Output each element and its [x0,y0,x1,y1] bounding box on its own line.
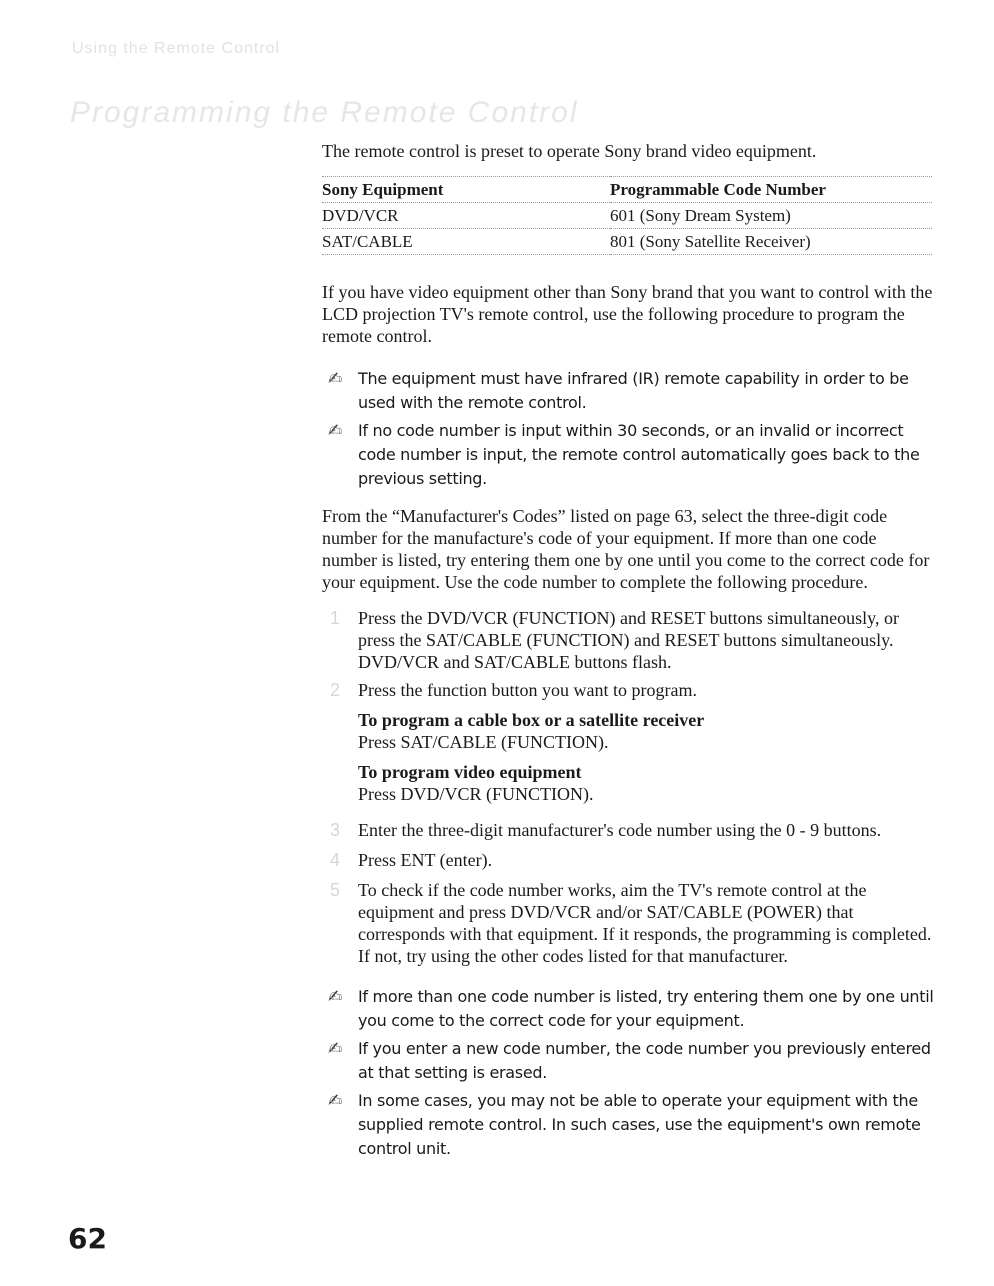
note-item [322,419,934,491]
main-column [322,140,934,1165]
table-row [322,203,932,229]
note-text: If more than one code number is listed, try entering them one by one until you come to the correct code for your equipment. [358,987,934,1030]
step-number: 5 [330,880,341,900]
substep-heading: To program a cable box or a satellite receiver [358,710,705,730]
step-item [322,879,934,967]
table-header-cell: Sony Equipment [322,177,610,203]
steps-list [322,607,934,967]
step-text: Press the DVD/VCR (FUNCTION) and RESET buttons simultaneously, or press the SAT/CABLE (FUNCTION) and RESET buttons simultaneously. DVD/VCR and SAT/CABLE buttons flash. [358,608,899,672]
step-text: Press ENT (enter). [358,850,493,870]
table-cell: 601 (Sony Dream System) [610,203,932,229]
pencil-note-icon: ✍ [328,987,342,1007]
note-item [322,1089,934,1161]
paragraph: From the “Manufacturer's Codes” listed on page 63, select the three-digit code number for the manufacture's code of your equipment. If more than one code number is listed, try entering them one by one until you come to the correct code for your equipment. Use the code number to complete the following procedure. [322,506,930,592]
pencil-note-icon: ✍ [328,1091,342,1111]
substep-text: Press SAT/CABLE (FUNCTION). [358,732,609,752]
note-text: In some cases, you may not be able to operate your equipment with the supplied remote control. In such cases, use the equipment's own remote control unit. [358,1091,921,1158]
intro-text: The remote control is preset to operate Sony brand video equipment. [322,141,817,161]
pencil-note-icon: ✍ [328,1039,342,1059]
substep [322,761,934,805]
substep [322,709,934,753]
page-title: Programming the Remote Control [70,96,579,129]
notes-block [322,367,934,491]
step-item [322,819,934,841]
substep-text: Press DVD/VCR (FUNCTION). [358,784,594,804]
equipment-table [322,176,932,255]
table-header-cell: Programmable Code Number [610,177,932,203]
pencil-note-icon: ✍ [328,369,342,389]
section-header: Using the Remote Control [72,40,281,57]
notes-block [322,985,934,1161]
step-number: 2 [330,680,341,700]
step-item [322,679,934,701]
paragraph: If you have video equipment other than Sony brand that you want to control with the LCD projection TV's remote control, use the following procedure to program the remote control. [322,282,933,346]
substep-heading: To program video equipment [358,762,582,782]
step-text: Enter the three-digit manufacturer's code number using the 0 - 9 buttons. [358,820,882,840]
step-text: To check if the code number works, aim the TV's remote control at the equipment and press DVD/VCR and/or SAT/CABLE (POWER) that corresponds with that equipment. If it responds, the programming is completed. If not, try using the other codes listed for that manufacturer. [358,880,932,966]
page-number: 62 [68,1222,107,1255]
note-item [322,1037,934,1085]
step-item [322,849,934,871]
step-number: 4 [330,850,341,870]
table-cell: SAT/CABLE [322,229,610,255]
note-item [322,367,934,415]
table-cell: DVD/VCR [322,203,610,229]
note-text: If you enter a new code number, the code number you previously entered at that setting is erased. [358,1039,931,1082]
table-header-row [322,177,932,203]
table-row [322,229,932,255]
table-cell: 801 (Sony Satellite Receiver) [610,229,932,255]
step-number: 1 [330,608,341,628]
step-text: Press the function button you want to program. [358,680,697,700]
note-item [322,985,934,1033]
pencil-note-icon: ✍ [328,421,342,441]
note-text: If no code number is input within 30 seconds, or an invalid or incorrect code number is input, the remote control automatically goes back to the previous setting. [358,421,920,488]
step-item [322,607,934,673]
note-text: The equipment must have infrared (IR) remote capability in order to be used with the remote control. [358,369,909,412]
step-number: 3 [330,820,341,840]
